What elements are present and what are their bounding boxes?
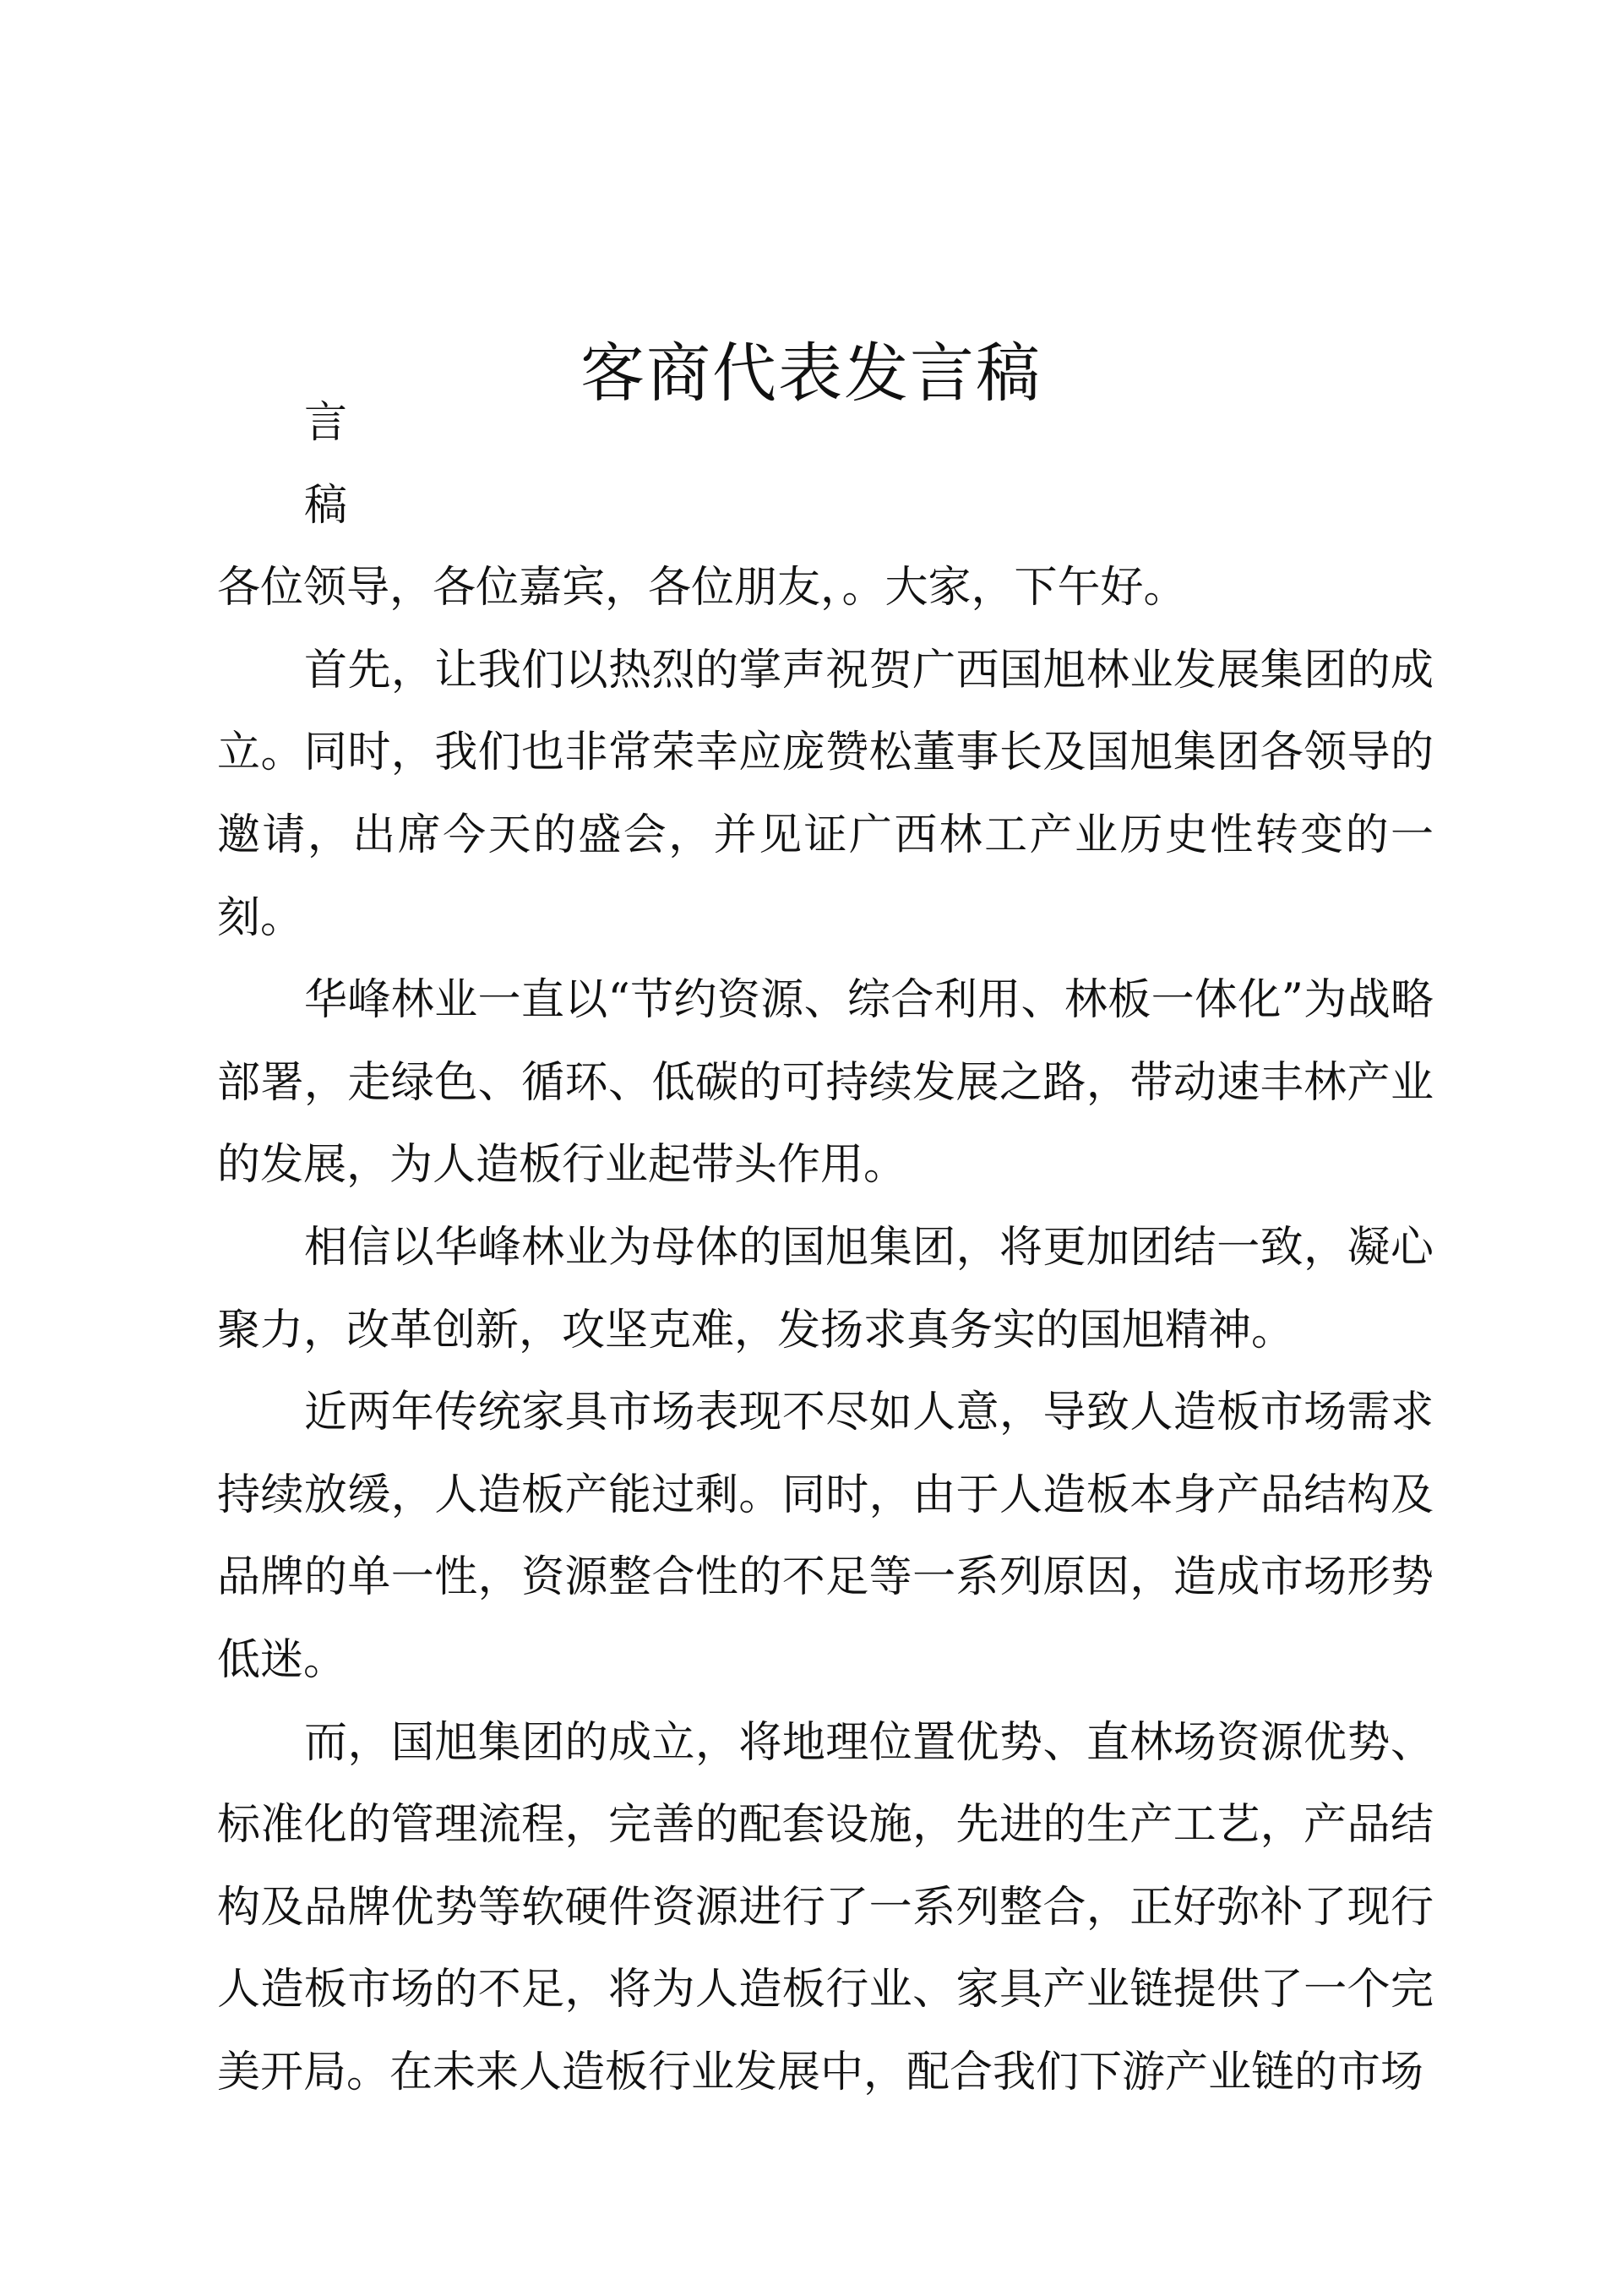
paragraph-congratulations: 首先，让我们以热烈的掌声祝贺广西国旭林业发展集团的成立。同时，我们也非常荣幸应庞赞松董事长及国旭集团各领导的邀请，出席今天的盛会，并见证广西林工产业历史性转变的一刻。 — [217, 645, 1434, 943]
document-body — [217, 382, 1434, 2113]
paragraph-char-gao: 稿 — [304, 480, 348, 531]
document-title: 客商代表发言稿 — [580, 335, 1042, 411]
paragraph-greeting: 各位领导，各位嘉宾，各位朋友，。大家，下午好。 — [217, 563, 1187, 614]
paragraph-market-situation: 近两年传统家具市场表现不尽如人意，导致人造板市场需求持续放缓，人造板产能过剩。同时，由于人造板本身产品结构及品牌的单一性，资源整合性的不足等一系列原因，造成市场形势低迷。 — [217, 1388, 1434, 1685]
paragraph-group-advantages: 而，国旭集团的成立，将地理位置优势、直林场资源优势、标准化的管理流程，完善的配套设施，先进的生产工艺，产品结构及品牌优势等软硬件资源进行了一系列整合，正好弥补了现行人造板市场的不足，将为人造板行业、家具产业链提供了一个完美开局。在未来人造板行业发展中，配合我们下游产业链的市场 — [217, 1717, 1434, 2097]
paragraph-char-yan: 言 — [304, 398, 348, 448]
paragraph-huafeng-strategy: 华峰林业一直以“节约资源、综合利用、林板一体化”为战略部署，走绿色、循环、低碳的可持续发展之路，带动速丰林产业的发展，为人造板行业起带头作用。 — [217, 975, 1434, 1191]
paragraph-guoxu-spirit: 相信以华峰林业为母体的国旭集团，将更加团结一致，凝心聚力，改革创新，攻坚克难，发扬求真务实的国旭精神。 — [217, 1222, 1434, 1355]
